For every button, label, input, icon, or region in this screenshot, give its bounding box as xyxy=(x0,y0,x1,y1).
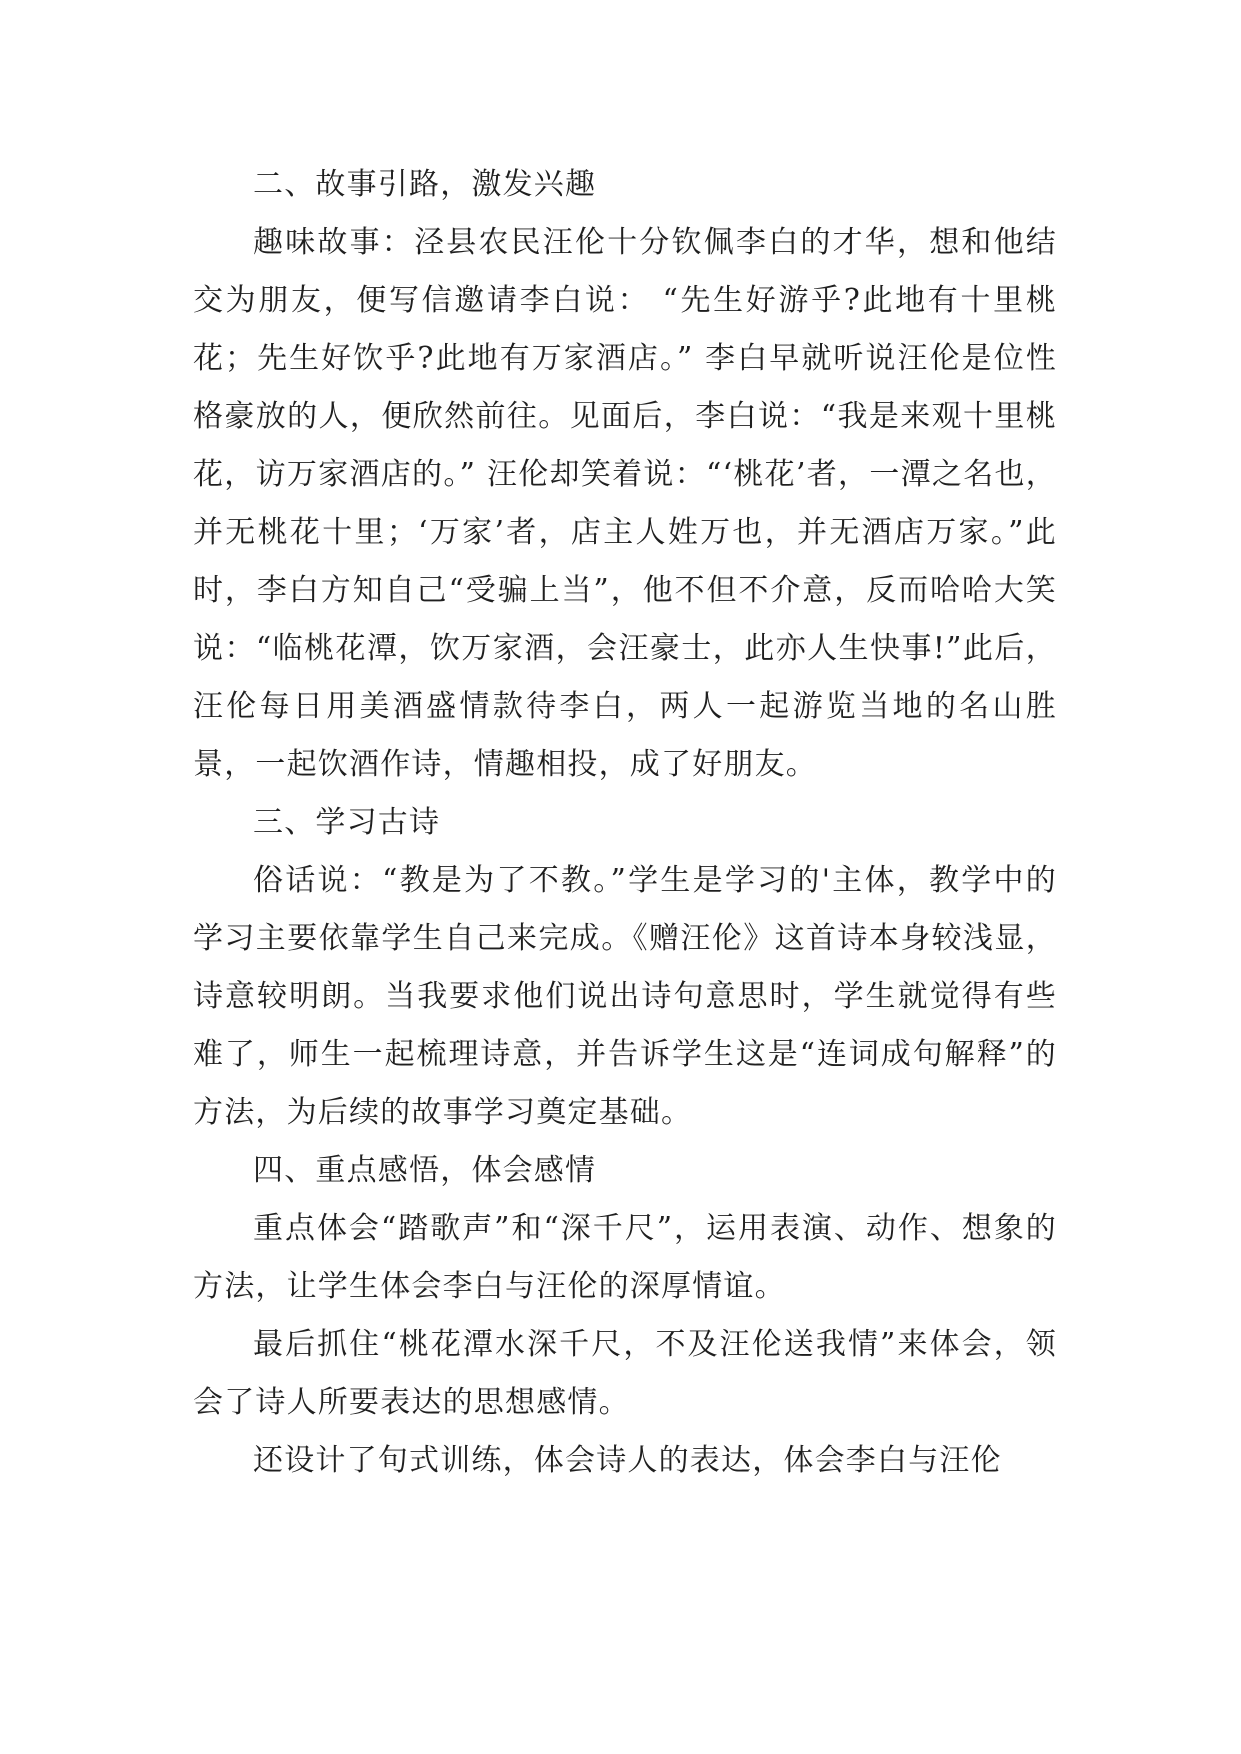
paragraph-sentence-training: 还设计了句式训练，体会诗人的表达，体会李白与汪伦 xyxy=(253,1443,1002,1478)
section-heading-poem: 三、学习古诗 xyxy=(253,805,441,840)
paragraph-story: 趣味故事：泾县农民汪伦十分钦佩李白的才华，想和他结交为朋友，便写信邀请李白说： “先生好游乎?此地有十里桃花；先生好饮乎?此地有万家酒店。” 李白早就听说汪伦是位性格豪放的人，便欣然前往。见面后，李白说：“我是来观十里桃花，访万家酒店的。” 汪伦却笑着说：“‘桃花’者，一潭之名也，并无桃花十里；‘万家’者，店主人姓万也，并无酒店万家。”此时，李白方知自己“受骗上当”，他不但不介意，反而哈哈大笑说：“临桃花潭，饮万家酒，会汪豪士，此亦人生快事!”此后，汪伦每日用美酒盛情款待李白，两人一起游览当地的名山胜景，一起饮酒作诗，情趣相投，成了好朋友。 xyxy=(193,225,1057,782)
section-heading-emotion: 四、重点感悟，体会感情 xyxy=(253,1153,597,1188)
paragraph-final-lines: 最后抓住“桃花潭水深千尺，不及汪伦送我情”来体会，领会了诗人所要表达的思想感情。 xyxy=(193,1327,1057,1420)
section-heading-story: 二、故事引路，激发兴趣 xyxy=(253,167,597,202)
document-body xyxy=(193,156,1057,1490)
paragraph-poem-study: 俗话说：“教是为了不教。”学生是学习的'主体，教学中的学习主要依靠学生自己来完成。《赠汪伦》这首诗本身较浅显，诗意较明朗。当我要求他们说出诗句意思时，学生就觉得有些难了，师生一起梳理诗意，并告诉学生这是“连词成句解释”的方法，为后续的故事学习奠定基础。 xyxy=(193,863,1057,1130)
paragraph-emotion-focus: 重点体会“踏歌声”和“深千尺”，运用表演、动作、想象的方法，让学生体会李白与汪伦的深厚情谊。 xyxy=(193,1211,1057,1304)
